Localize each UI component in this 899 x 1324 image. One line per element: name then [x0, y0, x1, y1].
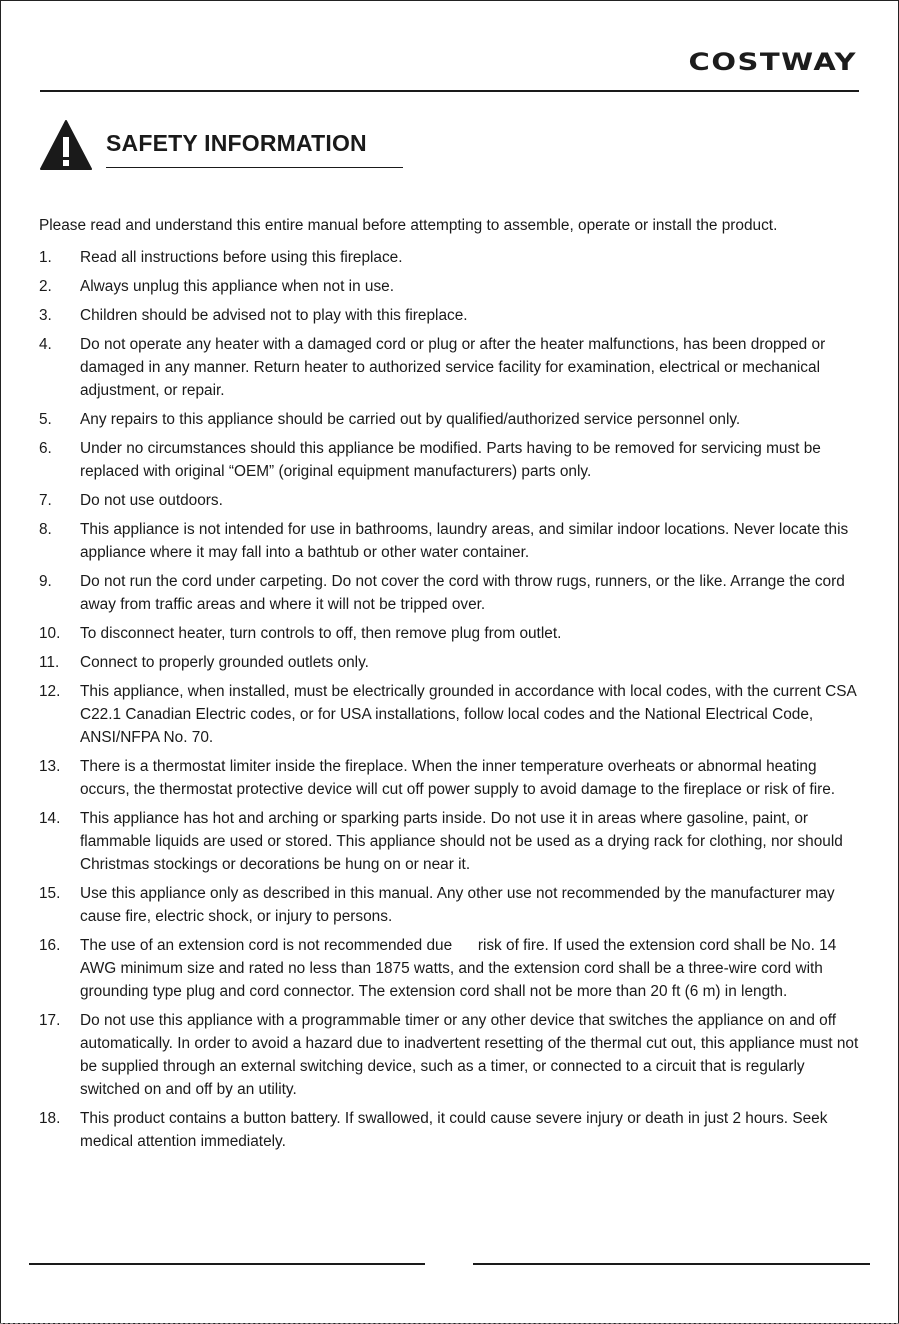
item-number: 12.	[39, 683, 61, 700]
list-item	[39, 275, 861, 298]
item-text: Children should be advised not to play with this fireplace.	[80, 307, 468, 324]
item-number: 16.	[39, 937, 61, 954]
list-item	[39, 246, 861, 269]
item-text: Do not operate any heater with a damaged cord or plug or after the heater malfunctions, has been dropped or damaged in any manner. Return heater to authorized service facility for examination, electrical or mechanical adjustment, or repair.	[80, 336, 830, 399]
item-text: To disconnect heater, turn controls to off, then remove plug from outlet.	[80, 625, 562, 642]
item-number: 8.	[39, 521, 52, 538]
item-number: 5.	[39, 411, 52, 428]
item-number: 17.	[39, 1012, 61, 1029]
list-item	[39, 489, 861, 512]
item-text: Use this appliance only as described in this manual. Any other use not recommended by the manufacturer may cause fire, electric shock, or injury to persons.	[80, 885, 839, 925]
item-number: 10.	[39, 625, 61, 642]
warning-triangle-icon	[39, 119, 93, 171]
item-text: Always unplug this appliance when not in use.	[80, 278, 394, 295]
item-text: The use of an extension cord is not recommended due risk of fire. If used the extension cord shall be No. 14 AWG minimum size and rated no less than 1875 watts, and the extension cord shall be a three-wire cord with grounding type plug and cord connector. The extension cord shall not be more than 20 ft (6 m) in length.	[80, 937, 840, 1000]
list-item	[39, 1107, 861, 1153]
brand-logo: COSTWAY	[688, 48, 857, 76]
footer-rule-right	[473, 1263, 870, 1265]
list-item	[39, 570, 861, 616]
item-text: Do not use this appliance with a programmable timer or any other device that switches the appliance on and off automatically. In order to avoid a hazard due to inadvertent resetting of the thermal cut out, this appliance must not be supplied through an external switching device, such as a timer, or connected to a circuit that is regularly switched on and off by an utility.	[80, 1012, 863, 1098]
item-number: 13.	[39, 758, 61, 775]
item-number: 4.	[39, 336, 52, 353]
list-item	[39, 437, 861, 483]
item-number: 6.	[39, 440, 52, 457]
list-item	[39, 882, 861, 928]
item-text: Do not use outdoors.	[80, 492, 223, 509]
list-item	[39, 680, 861, 749]
item-text: This product contains a button battery. If swallowed, it could cause severe injury or death in just 2 hours. Seek medical attention immediately.	[80, 1110, 832, 1150]
item-number: 3.	[39, 307, 52, 324]
item-text: Any repairs to this appliance should be carried out by qualified/authorized service personnel only.	[80, 411, 741, 428]
item-number: 1.	[39, 249, 52, 266]
title-underline	[106, 167, 403, 168]
list-item	[39, 1009, 861, 1101]
intro-text: Please read and understand this entire manual before attempting to assemble, operate or install the product.	[39, 217, 778, 234]
list-item	[39, 408, 861, 431]
item-text: Read all instructions before using this fireplace.	[80, 249, 403, 266]
item-text: There is a thermostat limiter inside the fireplace. When the inner temperature overheats or abnormal heating occurs, the thermostat protective device will cut off power supply to avoid damage to the fireplace or risk of fire.	[80, 758, 836, 798]
list-item	[39, 755, 861, 801]
item-text: This appliance has hot and arching or sparking parts inside. Do not use it in areas where gasoline, paint, or flammable liquids are used or stored. This appliance should not be used as a drying rack for clothing, nor should Christmas stockings or decorations be hung on or near it.	[80, 810, 848, 873]
list-item	[39, 934, 861, 1003]
item-text: This appliance, when installed, must be electrically grounded in accordance with local codes, with the current CSA C22.1 Canadian Electric codes, or for USA installations, follow local codes and the National Electrical Code, ANSI/NFPA No. 70.	[80, 683, 861, 746]
footer-rule-left	[29, 1263, 425, 1265]
list-item	[39, 807, 861, 876]
item-number: 15.	[39, 885, 61, 902]
item-number: 14.	[39, 810, 61, 827]
list-item	[39, 333, 861, 402]
header-divider	[40, 90, 859, 92]
item-number: 2.	[39, 278, 52, 295]
list-item	[39, 622, 861, 645]
item-text: Under no circumstances should this appliance be modified. Parts having to be removed for servicing must be replaced with original “OEM” (original equipment manufacturers) parts only.	[80, 440, 826, 480]
section-title: SAFETY INFORMATION	[106, 130, 367, 156]
list-item	[39, 304, 861, 327]
item-number: 11.	[39, 654, 60, 671]
item-text: Do not run the cord under carpeting. Do not cover the cord with throw rugs, runners, or the like. Arrange the cord away from traffic areas and where it will not be tripped over.	[80, 573, 850, 613]
list-item	[39, 518, 861, 564]
item-number: 7.	[39, 492, 52, 509]
safety-list	[39, 246, 861, 1159]
item-number: 9.	[39, 573, 52, 590]
list-item	[39, 651, 861, 674]
item-text: Connect to properly grounded outlets only.	[80, 654, 369, 671]
item-number: 18.	[39, 1110, 61, 1127]
item-text: This appliance is not intended for use in bathrooms, laundry areas, and similar indoor locations. Never locate this appliance where it may fall into a bathtub or other water container.	[80, 521, 853, 561]
